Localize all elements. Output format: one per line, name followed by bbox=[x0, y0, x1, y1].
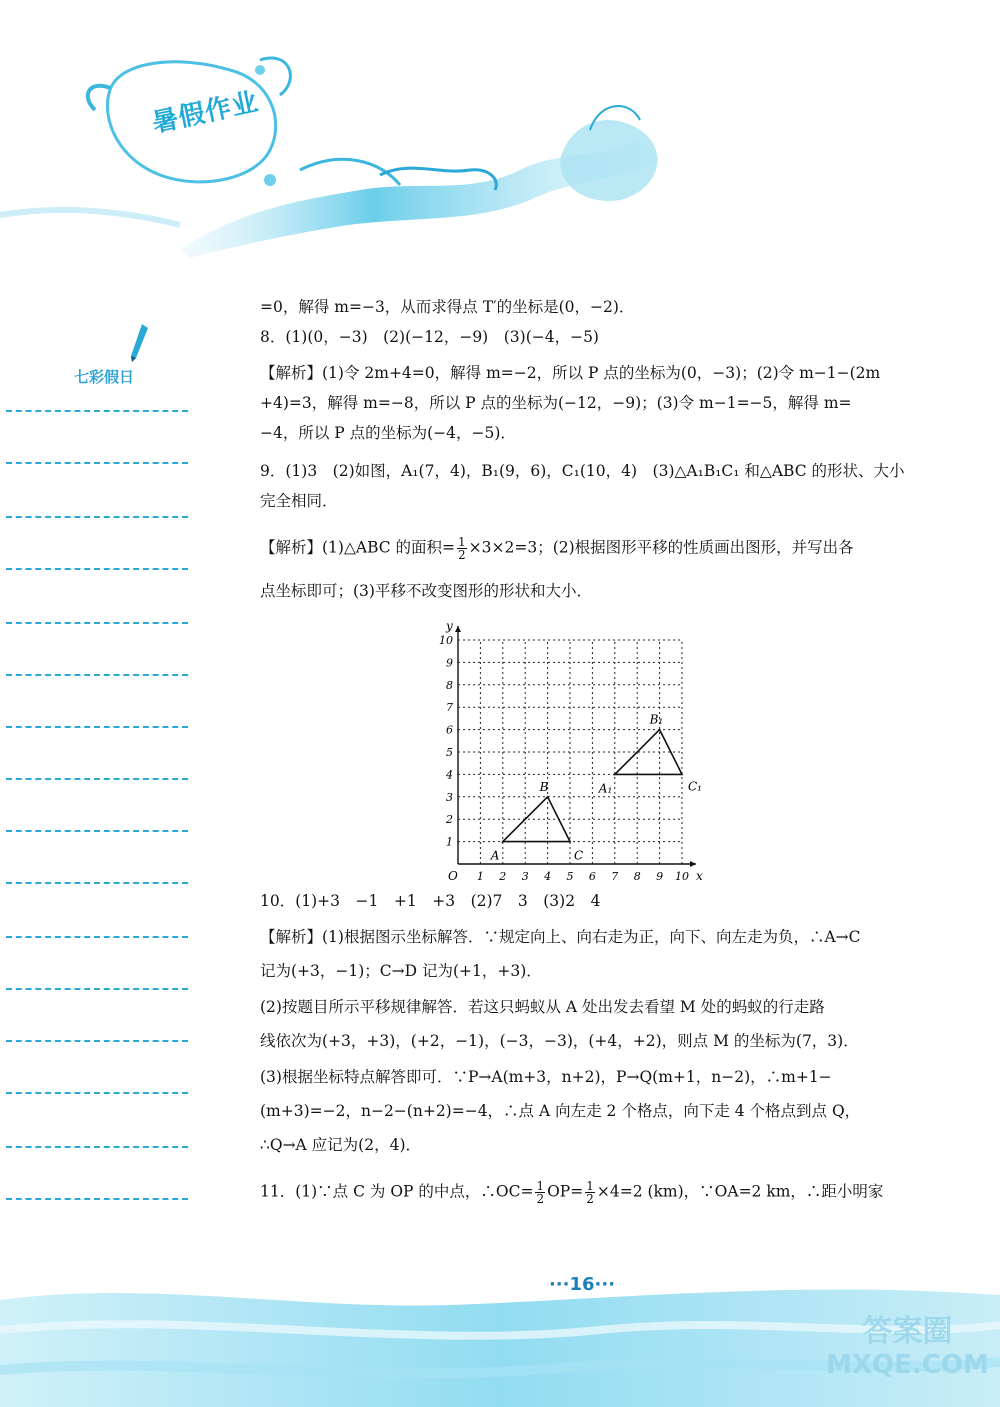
note-line bbox=[6, 726, 188, 728]
text-line: 【解析】(1)令 2m+4=0，解得 m=−2，所以 P 点的坐标为(0，−3)；(2)令 m−1−(2m bbox=[260, 364, 881, 382]
y-tick-label: 5 bbox=[446, 746, 453, 759]
note-line bbox=[6, 674, 188, 676]
coordinate-graph bbox=[428, 612, 718, 884]
x-axis-label: x bbox=[696, 869, 703, 883]
text-line: 点坐标即可；(3)平移不改变图形的形状和大小． bbox=[260, 582, 592, 600]
note-line bbox=[6, 1040, 188, 1042]
x-tick-label: 7 bbox=[611, 870, 619, 883]
text-line: =0，解得 m=−3，从而求得点 T′的坐标是(0，−2)． bbox=[260, 298, 635, 316]
answer-11 bbox=[260, 1180, 890, 1205]
y-tick-label: 6 bbox=[446, 723, 453, 737]
fraction bbox=[535, 1180, 545, 1205]
text-segment: ×4=2 (km)，∵OA=2 km，∴距小明家 bbox=[596, 1182, 884, 1201]
x-tick-label: 1 bbox=[476, 870, 484, 883]
watermark-bottom: MXQE.COM bbox=[826, 1350, 989, 1380]
x-tick-label: 10 bbox=[675, 870, 689, 883]
text-line: 【解析】(1)根据图示坐标解答．∵规定向上、向右走为正，向下、向左走为负，∴A→C bbox=[260, 928, 861, 946]
watermark-top: 答案圈 bbox=[862, 1314, 953, 1349]
answer-10: 10．(1)+3 −1 +1 +3 (2)7 3 (3)2 4 bbox=[260, 892, 601, 910]
fraction-numerator: 1 bbox=[536, 1179, 545, 1193]
note-line bbox=[6, 1198, 188, 1200]
x-tick-label: 4 bbox=[544, 870, 552, 883]
fraction-numerator: 1 bbox=[458, 535, 466, 549]
text-line: 线依次为(+3，+3)，(+2，−1)，(−3，−3)，(+4，+2)，则点 M 的坐标为(7，3)． bbox=[260, 1032, 859, 1050]
vertex-label: C bbox=[574, 848, 584, 863]
note-line bbox=[6, 516, 188, 518]
y-axis-arrow bbox=[455, 626, 461, 632]
x-tick-label: 6 bbox=[588, 870, 596, 883]
text-line: (m+3)=−2，n−2−(n+2)=−4，∴点 A 向左走 2 个格点，向下走 4 个格点到点 Q， bbox=[260, 1102, 861, 1120]
fraction-numerator: 1 bbox=[586, 1179, 594, 1193]
note-line bbox=[6, 1092, 188, 1094]
text-line: −4，所以 P 点的坐标为(−4，−5)． bbox=[260, 424, 516, 442]
vertex-label: A₁ bbox=[598, 781, 613, 796]
x-tick-label: 8 bbox=[633, 870, 641, 883]
note-line bbox=[6, 462, 188, 464]
note-line bbox=[6, 410, 188, 412]
y-tick-label: 7 bbox=[446, 701, 453, 715]
text-line: 记为(+3，−1)；C→D 记为(+1，+3)． bbox=[260, 962, 542, 980]
note-line bbox=[6, 568, 188, 570]
text-segment: 【解析】(1)△ABC 的面积= bbox=[260, 538, 456, 557]
vertex-label: A bbox=[490, 848, 500, 863]
y-axis-label: y bbox=[446, 619, 453, 633]
fraction-denominator: 2 bbox=[536, 1192, 545, 1206]
header-title: 暑假作业 bbox=[149, 87, 262, 139]
x-tick-label: 3 bbox=[521, 870, 529, 883]
note-line bbox=[6, 1146, 188, 1148]
text-line: 完全相同． bbox=[260, 492, 338, 510]
y-tick-label: 10 bbox=[439, 634, 453, 647]
fraction-denominator: 2 bbox=[458, 548, 466, 562]
y-tick-label: 8 bbox=[446, 678, 453, 692]
note-line bbox=[6, 830, 188, 832]
text-line: (3)根据坐标特点解答即可．∵P→A(m+3，n+2)，P→Q(m+1，n−2)，∴m+1− bbox=[260, 1068, 832, 1086]
text-line bbox=[260, 536, 890, 561]
y-tick-label: 1 bbox=[446, 835, 453, 849]
x-tick-label: 9 bbox=[656, 870, 664, 883]
text-line: (2)按题目所示平移规律解答．若这只蚂蚁从 A 处出发去看望 M 处的蚂蚁的行走路 bbox=[260, 998, 825, 1016]
fraction bbox=[457, 536, 467, 561]
text-segment: 11．(1)∵点 C 为 OP 的中点，∴OC= bbox=[260, 1182, 534, 1201]
vertex-label: B bbox=[539, 779, 549, 794]
pen-icon bbox=[128, 322, 152, 366]
text-line: ∴Q→A 应记为(2，4)． bbox=[260, 1136, 421, 1154]
text-segment: ×3×2=3；(2)根据图形平移的性质画出图形，并写出各 bbox=[468, 538, 854, 557]
note-line bbox=[6, 778, 188, 780]
y-tick-label: 2 bbox=[446, 813, 453, 827]
note-line bbox=[6, 622, 188, 624]
vertex-label: C₁ bbox=[688, 779, 702, 794]
text-line: +4)=3，解得 m=−8，所以 P 点的坐标为(−12，−9)；(3)令 m−1=−5，解得 m= bbox=[260, 394, 852, 412]
x-tick-label: 2 bbox=[499, 870, 507, 883]
answer-8: 8．(1)(0，−3) (2)(−12，−9) (3)(−4，−5) bbox=[260, 328, 599, 346]
x-axis-arrow bbox=[690, 861, 696, 867]
watermark bbox=[820, 1314, 995, 1380]
answer-9: 9．(1)3 (2)如图，A₁(7，4)，B₁(9，6)，C₁(10，4) (3)△A₁B₁C₁ 和△ABC 的形状、大小 bbox=[260, 462, 905, 480]
sidebar-label: 七彩假日 bbox=[74, 368, 135, 386]
fraction-denominator: 2 bbox=[586, 1192, 594, 1206]
y-tick-label: 9 bbox=[446, 656, 453, 670]
y-tick-label: 4 bbox=[446, 768, 453, 782]
note-line bbox=[6, 988, 188, 990]
x-tick-label: 5 bbox=[566, 870, 574, 883]
note-line bbox=[6, 936, 188, 938]
fraction bbox=[585, 1180, 595, 1205]
text-segment: OP= bbox=[547, 1182, 584, 1201]
note-line bbox=[6, 882, 188, 884]
y-tick-label: 3 bbox=[446, 790, 453, 804]
vertex-label: B₁ bbox=[649, 712, 664, 727]
page-number: ···16··· bbox=[548, 1274, 616, 1295]
origin-label: O bbox=[448, 869, 458, 883]
